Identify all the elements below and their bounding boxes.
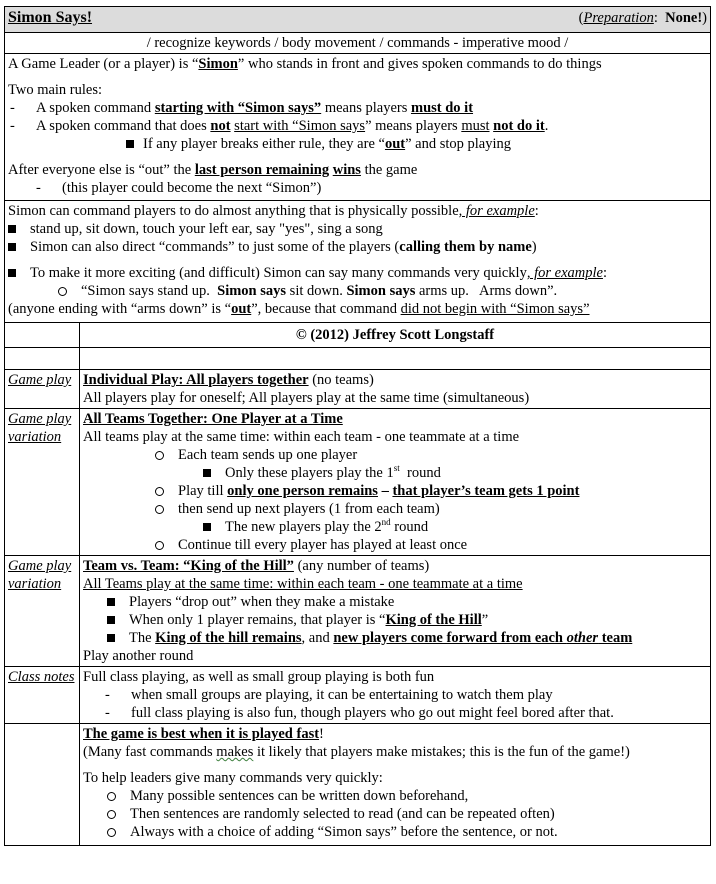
circle-bullet-icon [107, 792, 116, 801]
rules-heading: Two main rules: [8, 82, 103, 98]
variation-2-line-5: Play another round [83, 648, 194, 664]
rule-2: - A spoken command that does not start with “Simon says” means players must not do it. [10, 118, 549, 134]
variation-2-title: Team vs. Team: “King of the Hill” (any number of teams) [83, 558, 430, 574]
class-notes-label: Class notes [8, 669, 75, 685]
rules-row [5, 54, 711, 201]
play-fast-line-3: Many possible sentences can be written down beforehand, [83, 787, 707, 805]
rule-out: If any player breaks either rule, they are “out” and stop playing [8, 135, 707, 153]
rule-1: - A spoken command starting with “Simon says” means players must do it [10, 100, 474, 116]
bullet-icon [8, 243, 16, 251]
circle-bullet-icon [155, 541, 164, 550]
intro-text: A Game Leader (or a player) is “Simon” who stands in front and gives spoken commands to do things [8, 56, 602, 72]
keywords-row [5, 33, 711, 54]
class-notes-line-2: - when small groups are playing, it can be entertaining to watch them play [105, 687, 553, 703]
game-play-text: All players play for oneself; All players play at the same time (simultaneous) [83, 390, 530, 406]
document [4, 6, 710, 846]
bullet-icon [8, 225, 16, 233]
bullet-icon [126, 140, 134, 148]
variation-1-line-4: Play till only one person remains – that player’s team gets 1 point [83, 482, 707, 500]
class-notes-line-1: Full class playing, as well as small group playing is both fun [83, 669, 435, 685]
commands-row [5, 201, 711, 323]
spacer-row [5, 348, 711, 370]
game-play-label: Game play [8, 372, 72, 388]
bullet-icon [107, 616, 115, 624]
play-fast-line-1: (Many fast commands makes it likely that players make mistakes; this is the fun of the game!) [83, 744, 630, 760]
variation-2-label: Game play [8, 558, 72, 574]
play-fast-line-5: Always with a choice of adding “Simon says” before the sentence, or not. [83, 823, 707, 841]
variation-1-label: Game play [8, 411, 72, 427]
title-row [5, 7, 711, 33]
keywords: / recognize keywords / body movement / commands - imperative mood / [5, 33, 711, 54]
class-notes-row [5, 667, 711, 724]
variation-1-row: Game play variation All Teams Together: One Player at a Time All teams play at the same time: within each team - one teammate at a time Each team sends up one player Only these players play the 1st round Play till only one person remains – that player’s team gets 1 point then send up next players (1 from each team) The new players play the 2nd round Continue till every player has played at least once [5, 409, 711, 556]
variation-2-line-4: The King of the hill remains, and new players come forward from each other team [83, 629, 707, 647]
page-title: Simon Says! [8, 9, 93, 26]
command-example-3: To make it more exciting (and difficult) Simon can say many commands very quickly, for example: [8, 264, 707, 282]
variation-1-line-1: All teams play at the same time: within each team - one teammate at a time [83, 429, 520, 445]
variation-2-line-1: All Teams play at the same time: within each team - one teammate at a time [83, 576, 523, 592]
bullet-icon [107, 634, 115, 642]
bullet-icon [107, 598, 115, 606]
variation-1-line-2: Each team sends up one player [83, 446, 707, 464]
variation-1-line-5: then send up next players (1 from each team) [83, 500, 707, 518]
quick-example: “Simon says stand up. Simon says sit down. Simon says arms up. Arms down”. [8, 282, 707, 300]
class-notes-line-3: - full class playing is also fun, though players who go out might feel bored after that. [105, 705, 614, 721]
bullet-icon [203, 469, 211, 477]
play-fast-row [5, 724, 711, 846]
command-example-1: stand up, sit down, touch your left ear, say "yes", sing a song [8, 220, 707, 238]
handout-table [4, 6, 711, 846]
circle-bullet-icon [155, 451, 164, 460]
variation-2-line-3: When only 1 player remains, that player is “King of the Hill” [83, 611, 707, 629]
play-fast-title: The game is best when it is played fast! [83, 726, 324, 742]
copyright: © (2012) Jeffrey Scott Longstaff [80, 323, 711, 348]
commands-intro: Simon can command players to do almost anything that is physically possible, for example: [8, 203, 539, 219]
next-simon-note: - (this player could become the next “Simon”) [36, 180, 322, 196]
game-play-row [5, 370, 711, 409]
bullet-icon [8, 269, 16, 277]
variation-1-title: All Teams Together: One Player at a Time [83, 411, 343, 427]
circle-bullet-icon [155, 487, 164, 496]
circle-bullet-icon [58, 287, 67, 296]
game-play-title: Individual Play: All players together (no teams) [83, 372, 374, 388]
variation-1-line-3: Only these players play the 1st round [83, 464, 707, 482]
copyright-row [5, 323, 711, 348]
circle-bullet-icon [155, 505, 164, 514]
command-example-2: Simon can also direct “commands” to just some of the players (calling them by name) [8, 238, 707, 256]
variation-2-line-2: Players “drop out” when they make a mistake [83, 593, 707, 611]
preparation-note: (Preparation: None!) [578, 10, 708, 26]
variation-1-line-6: The new players play the 2nd round [83, 518, 707, 536]
bullet-icon [203, 523, 211, 531]
arms-down-note: (anyone ending with “arms down” is “out”, because that command did not begin with “Simon says” [8, 301, 590, 317]
circle-bullet-icon [107, 810, 116, 819]
circle-bullet-icon [107, 828, 116, 837]
variation-1-line-7: Continue till every player has played at least once [83, 536, 707, 554]
winner-text: After everyone else is “out” the last person remaining wins the game [8, 162, 418, 178]
play-fast-line-2: To help leaders give many commands very quickly: [83, 770, 383, 786]
variation-2-row: Game play variation Team vs. Team: “King of the Hill” (any number of teams) All Teams play at the same time: within each team - one teammate at a time Players “drop out” when they make a mistake When only 1 player remains, that player is “King of the Hill” The King of the hill remains, and new players come forward from each other team Play another round [5, 556, 711, 667]
play-fast-line-4: Then sentences are randomly selected to read (and can be repeated often) [83, 805, 707, 823]
